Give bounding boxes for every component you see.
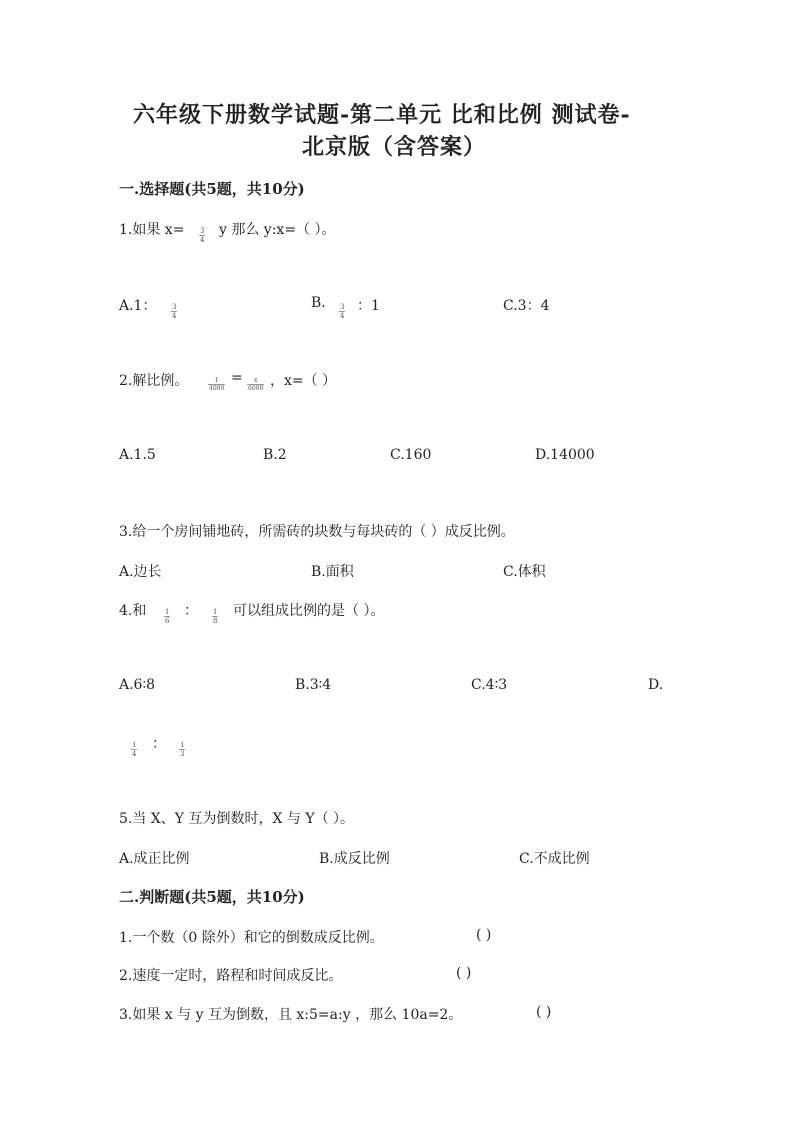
q4-option-b: B.3∶4 bbox=[295, 677, 332, 693]
q3-text: 3.给一个房间铺地砖，所需砖的块数与每块砖的（ ）成反比例。 bbox=[119, 524, 515, 540]
q1-option-b-fraction bbox=[339, 303, 345, 320]
q3-option-a: A.边长 bbox=[119, 564, 162, 580]
q4-colon: ： bbox=[184, 603, 198, 619]
q1-option-b: B. bbox=[311, 295, 326, 311]
judge-q2-text: 2.速度一定时，路程和时间成反比。 bbox=[119, 968, 343, 984]
q5-option-b: B.成反比例 bbox=[319, 851, 390, 867]
q3-option-c: C.体积 bbox=[503, 564, 546, 580]
q2-fraction-1 bbox=[208, 377, 225, 392]
q4-option-d: D. bbox=[648, 677, 664, 693]
q1-option-c: C.3：4 bbox=[503, 298, 550, 314]
q4-optd-frac1-den: 4 bbox=[132, 750, 137, 758]
q1-text-a: 1.如果 x= bbox=[119, 222, 185, 238]
judge-q1-text: 1.一个数（0 除外）和它的倒数成反比例。 bbox=[119, 930, 384, 946]
page-title-line2: 北京版（含答案） bbox=[302, 134, 487, 160]
q4-frac1-den: 6 bbox=[165, 617, 170, 625]
q2-frac2-den: 6000 bbox=[248, 385, 264, 392]
q1-frac-num: 3 bbox=[200, 227, 205, 235]
q4-option-a: A.6∶8 bbox=[119, 677, 156, 693]
q1-text-b: y 那么 y:x=（ ）。 bbox=[219, 222, 336, 238]
q5-option-a: A.成正比例 bbox=[119, 851, 190, 867]
q2-text-b: ，x=（ ） bbox=[270, 373, 337, 389]
q4-optd-frac2-den: 3 bbox=[180, 750, 185, 758]
q4-frac2-num: 1 bbox=[213, 608, 218, 616]
q5-option-c: C.不成比例 bbox=[519, 851, 590, 867]
q2-equals: = bbox=[231, 370, 243, 386]
q4-frac2-den: 8 bbox=[213, 617, 218, 625]
q4-text-a: 4.和 bbox=[119, 603, 147, 619]
q4-text-b: 可以组成比例的是（ ）。 bbox=[233, 603, 385, 619]
q4-option-c: C.4∶3 bbox=[471, 677, 508, 693]
page-title-line1: 六年级下册数学试题-第二单元 比和比例 测试卷- bbox=[133, 102, 631, 128]
q5-text: 5.当 X、Y 互为倒数时，X 与 Y（ ）。 bbox=[119, 811, 355, 827]
q2-frac1-den: 4000 bbox=[209, 385, 225, 392]
q2-fraction-2 bbox=[247, 377, 264, 392]
q1-option-a-fraction bbox=[171, 303, 177, 320]
q2-option-c: C.160 bbox=[390, 447, 432, 463]
q4-option-d-colon: ： bbox=[152, 736, 166, 752]
q4-optd-frac2-num: 1 bbox=[180, 741, 185, 749]
q4-option-d-fraction-1 bbox=[131, 741, 137, 758]
q4-frac1-num: 1 bbox=[165, 608, 170, 616]
q3-option-b: B.面积 bbox=[311, 564, 354, 580]
judge-q1-paren: ( ) bbox=[476, 927, 492, 943]
q4-fraction-2 bbox=[212, 608, 218, 625]
q1-fraction bbox=[199, 227, 205, 244]
section2-heading: 二.判断题(共5题，共10分) bbox=[119, 888, 305, 906]
judge-q3-paren: ( ) bbox=[536, 1004, 552, 1020]
q1-option-a: A.1： bbox=[119, 298, 157, 314]
section1-heading: 一.选择题(共5题，共10分) bbox=[119, 180, 305, 198]
q2-frac2-num: x bbox=[253, 377, 258, 384]
judge-q3-text: 3.如果 x 与 y 互为倒数，且 x:5=a:y ，那么 10a=2。 bbox=[119, 1007, 463, 1023]
q1-opt-a-den: 4 bbox=[172, 312, 177, 320]
q2-option-d: D.14000 bbox=[535, 447, 595, 463]
q1-opt-b-den: 4 bbox=[340, 312, 345, 320]
q1-frac-den: 4 bbox=[200, 236, 205, 244]
q2-frac1-num: 1 bbox=[214, 377, 219, 384]
q1-option-b-tail: ：1 bbox=[357, 298, 380, 314]
judge-q2-paren: ( ) bbox=[456, 965, 472, 981]
q1-opt-b-num: 3 bbox=[340, 303, 345, 311]
q4-fraction-1 bbox=[164, 608, 170, 625]
q2-option-b: B.2 bbox=[263, 447, 287, 463]
q2-text-a: 2.解比例。 bbox=[119, 373, 189, 389]
q2-option-a: A.1.5 bbox=[119, 447, 156, 463]
q4-optd-frac1-num: 1 bbox=[132, 741, 137, 749]
q4-option-d-fraction-2 bbox=[179, 741, 185, 758]
q1-opt-a-num: 3 bbox=[172, 303, 177, 311]
